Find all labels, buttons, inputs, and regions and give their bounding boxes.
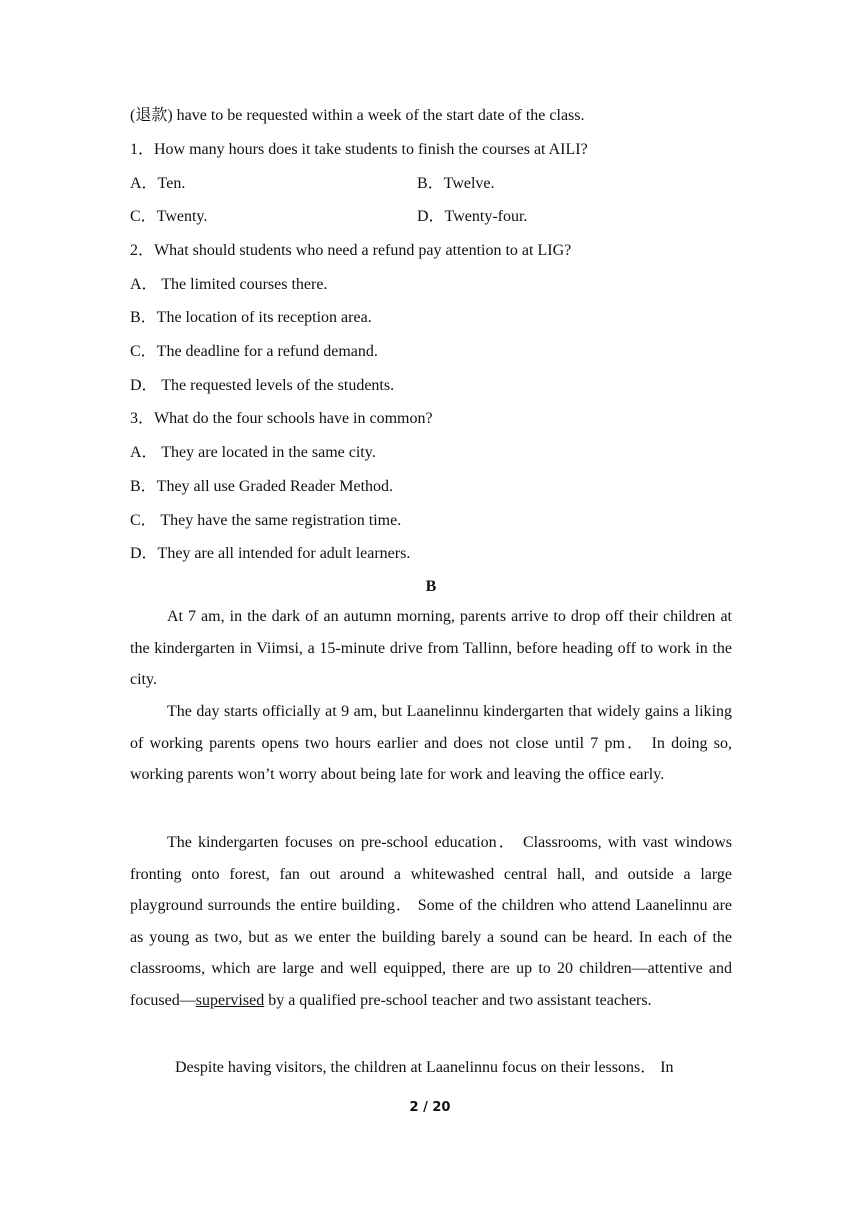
q3-option-c: C． They have the same registration time. bbox=[130, 512, 402, 529]
paragraph-3-text-before: The kindergarten focuses on pre-school education． Classrooms, with vast windows fronting onto forest, fan out around a whitewashed central hall, and outside a large playground surrounds the entire building． Some of the children who attend Laanelinnu are as young as two, but as we enter the building barely a sound can be heard. In each of the classrooms, which are large and well equipped, there are up to 20 children—attentive and focused— bbox=[130, 834, 732, 1009]
paragraph-3-text-after: by a qualified pre-school teacher and two assistant teachers. bbox=[264, 991, 652, 1009]
q2-option-b: B．The location of its reception area. bbox=[130, 309, 372, 326]
q2-option-a: A． The limited courses there. bbox=[130, 276, 328, 293]
paragraph-1 bbox=[130, 601, 732, 696]
paragraph-4-text: Despite having visitors, the children at Laanelinnu focus on their lessons． In bbox=[175, 1059, 674, 1076]
q3-option-d: D．They are all intended for adult learners. bbox=[130, 545, 411, 562]
q3-option-b: B．They all use Graded Reader Method. bbox=[130, 478, 394, 495]
section-title: B bbox=[425, 578, 437, 595]
paragraph-4 bbox=[130, 1052, 732, 1084]
q1-option-b: B．Twelve. bbox=[417, 175, 495, 192]
intro-line: (退款) have to be requested within a week of the start date of the class. bbox=[130, 107, 585, 124]
paragraph-1-text: At 7 am, in the dark of an autumn morning, parents arrive to drop off their children at the kindergarten in Viimsi, a 15-minute drive from Tallinn, before heading off to work in the city. bbox=[130, 608, 732, 688]
q1-option-c: C．Twenty. bbox=[130, 208, 208, 225]
paragraph-2 bbox=[130, 696, 732, 791]
paragraph-3 bbox=[130, 827, 732, 1016]
q2-option-c: C．The deadline for a refund demand. bbox=[130, 343, 378, 360]
q1-option-d: D．Twenty-four. bbox=[417, 208, 528, 225]
question-2: 2．What should students who need a refund pay attention to at LIG? bbox=[130, 242, 572, 259]
q3-option-a: A． They are located in the same city. bbox=[130, 444, 376, 461]
q1-option-a: A．Ten. bbox=[130, 175, 186, 192]
question-1: 1．How many hours does it take students to finish the courses at AILI? bbox=[130, 141, 588, 158]
q2-option-d: D． The requested levels of the students. bbox=[130, 377, 395, 394]
page-number: 2 / 20 bbox=[409, 1100, 451, 1115]
underlined-word: supervised bbox=[195, 991, 265, 1009]
question-3: 3．What do the four schools have in common? bbox=[130, 410, 433, 427]
paragraph-2-text: The day starts officially at 9 am, but Laanelinnu kindergarten that widely gains a liking of working parents opens two hours earlier and does not close until 7 pm． In doing so, working parents won’t worry about being late for work and leaving the office early. bbox=[130, 703, 733, 783]
